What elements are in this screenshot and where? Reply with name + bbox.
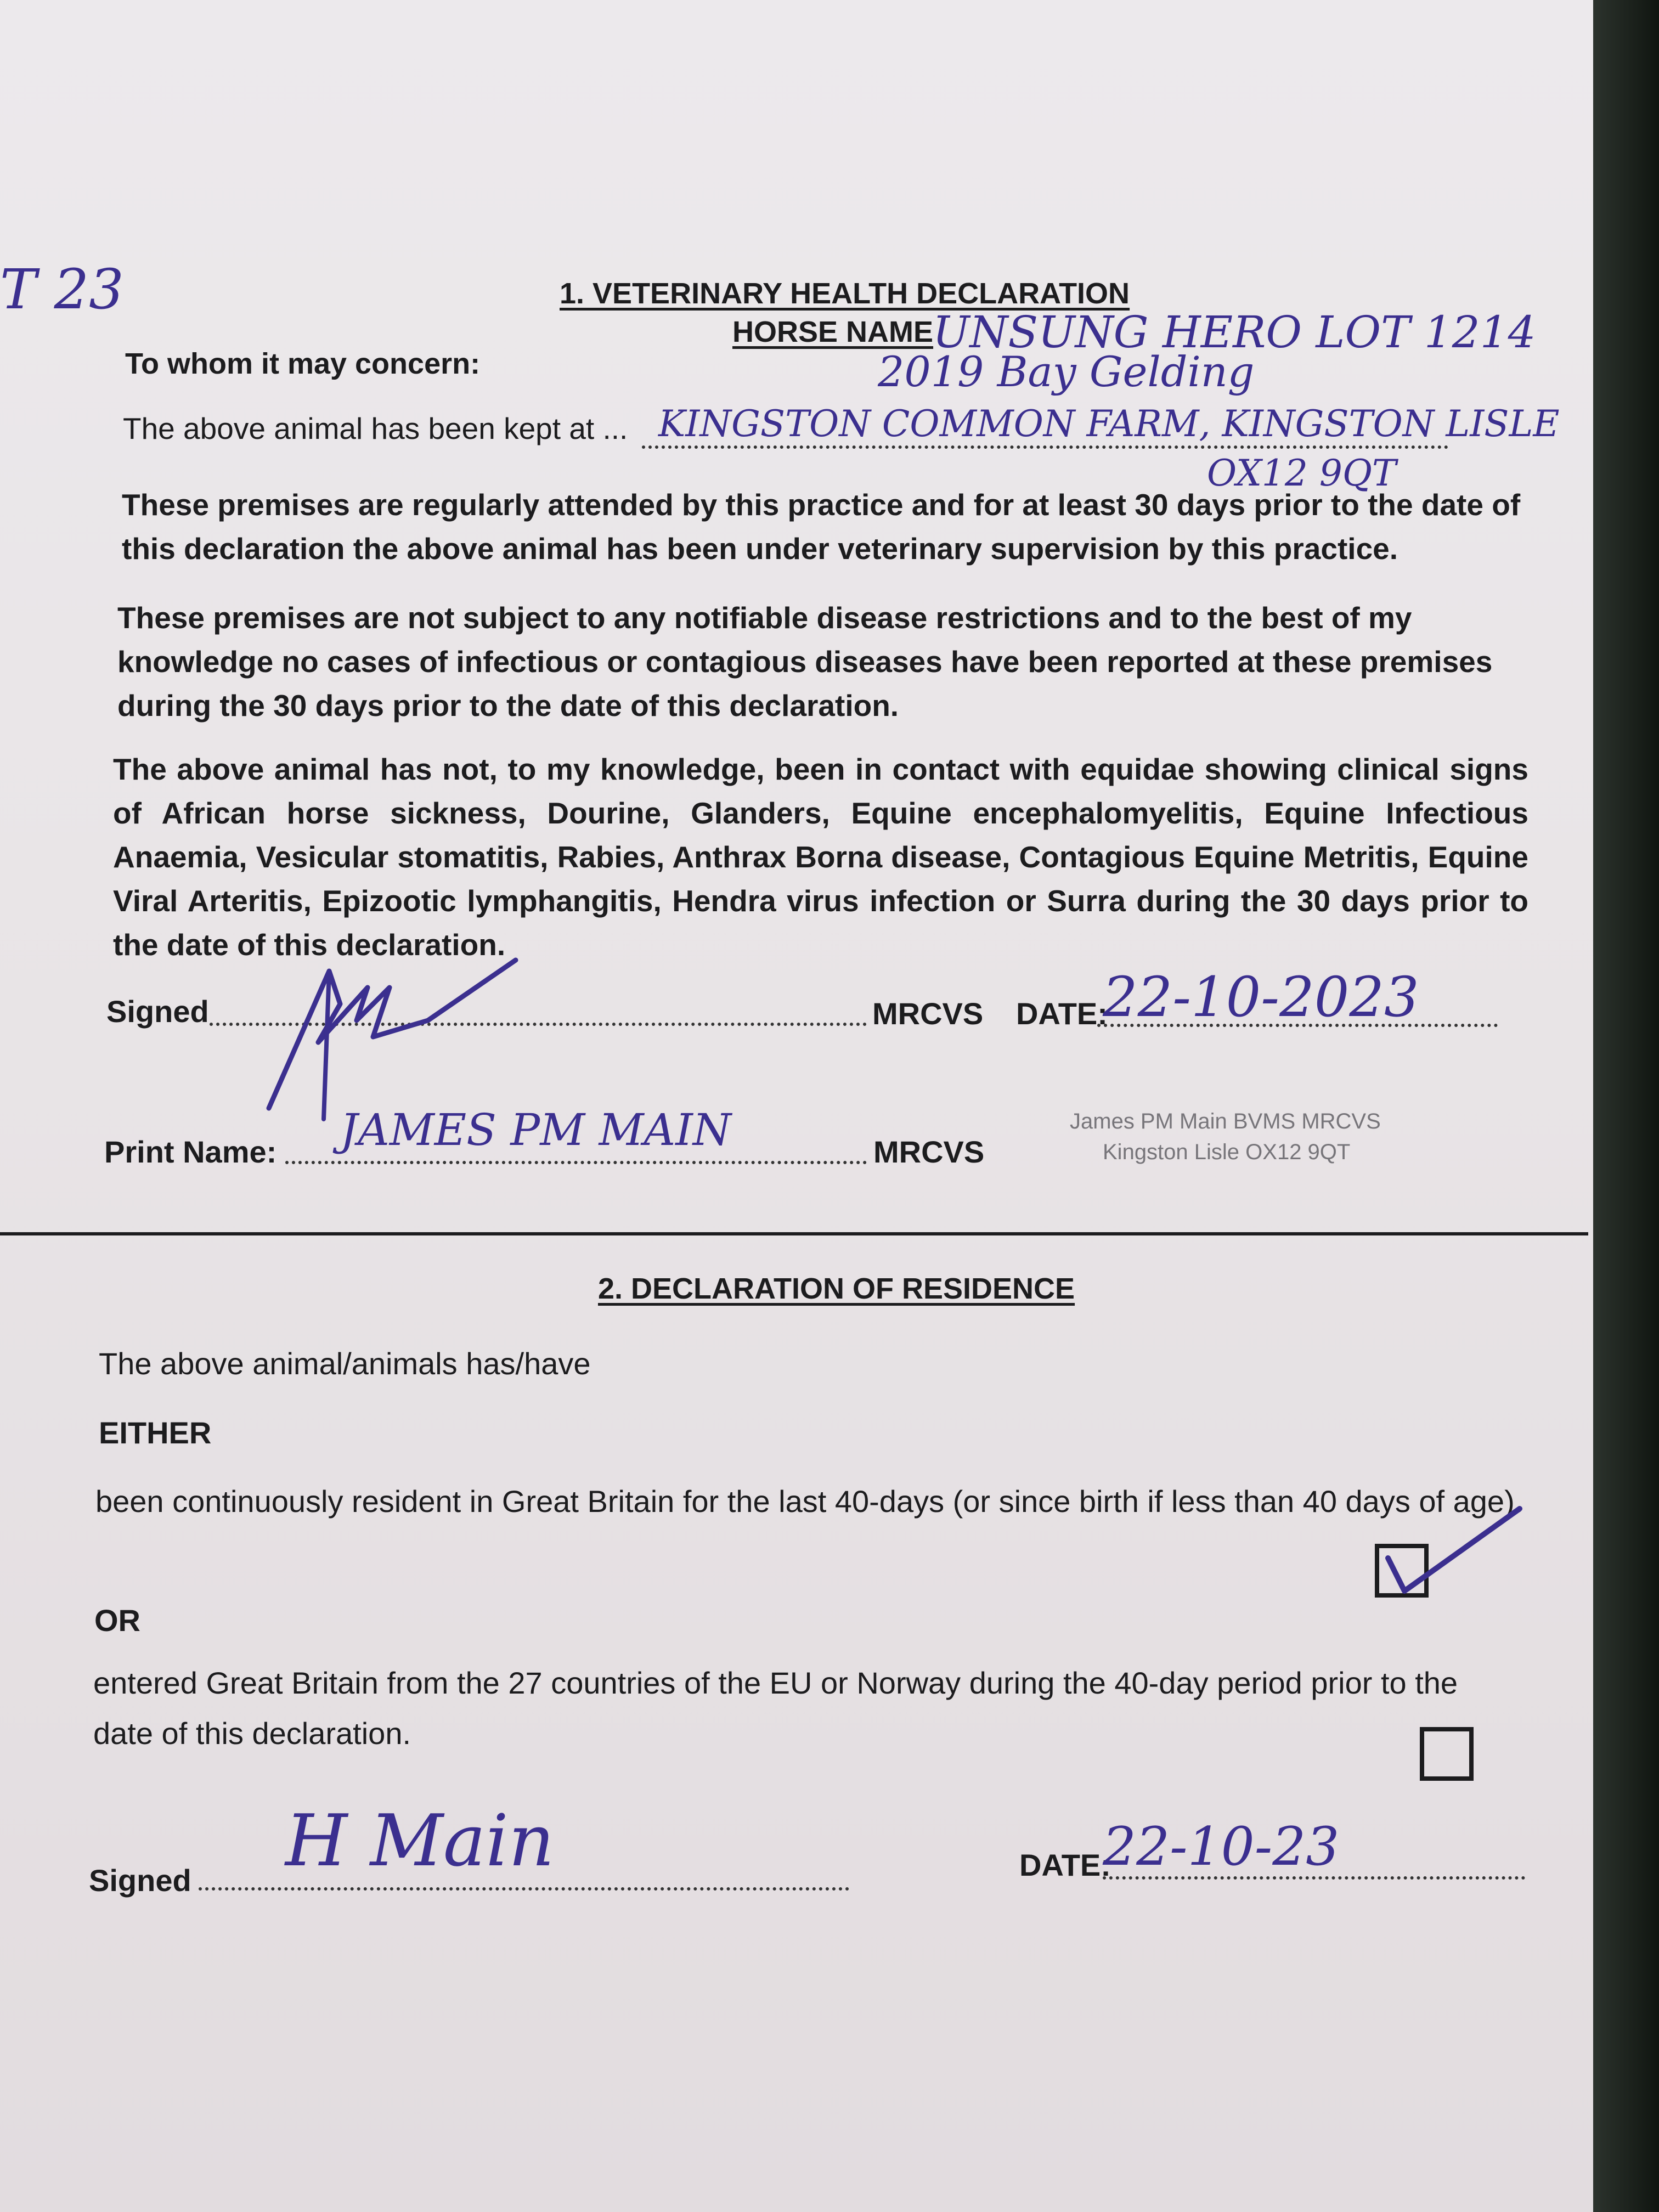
mrcvs-label: MRCVS [872,996,984,1031]
section2-date-label: DATE: [1019,1848,1111,1882]
section1-title: 1. VETERINARY HEALTH DECLARATION [560,277,1130,310]
practice-stamp-line1: James PM Main BVMS MRCVS [1070,1109,1381,1133]
paragraph-disease-contact: The above animal has not, to my knowledge, been in contact with equidae showing clinical signs of African horse sickness, Dourine, Glanders, Equine encephalomyelitis, Equine Infectious Anaemia, Vesicular stomatitis, Rabies, Anthrax Borna disease, Contagious Equine Metritis, Equine Viral Arteritis, Epizootic lymphangitis, Hendra virus infection or Surra during the 30 days prior to the date of this declaration. [113,752,1528,962]
vet-signature [258,938,532,1119]
to-whom-heading: To whom it may concern: [125,347,481,380]
horse-details: 2019 Bay Gelding [878,347,1255,396]
paragraph-supervision: These premises are regularly attended by this practice and for at least 30 days prior to the date of this declaration the above animal has been under veterinary supervision by this practice. [122,488,1521,566]
date-label: DATE: [1016,996,1108,1031]
postcode-value: OX12 9QT [1207,452,1397,494]
section2-title: 2. DECLARATION OF RESIDENCE [598,1272,1075,1305]
section2-signature: H Main [285,1799,555,1882]
signed-label: Signed [106,994,209,1029]
horse-name-label: HORSE NAME [732,315,934,348]
either-label: EITHER [99,1415,212,1450]
print-name-value: JAMES PM MAIN [340,1104,731,1155]
print-name-label: Print Name: [104,1135,277,1169]
corner-note: T 23 [0,257,124,321]
section2-signed-label: Signed [89,1863,191,1898]
section2-date-value: 22-10-23 [1103,1816,1340,1877]
print-name-dotted-line [285,1161,867,1164]
desk-background [1593,0,1659,2212]
date-value: 22-10-2023 [1103,965,1419,1029]
option1-tick-mark [1372,1498,1536,1607]
print-name-mrcvs-label: MRCVS [873,1135,985,1169]
practice-stamp-line2: Kingston Lisle OX12 9QT [1103,1140,1351,1164]
kept-at-label: The above animal has been kept at ... [123,411,628,445]
kept-at-value: KINGSTON COMMON FARM, KINGSTON LISLE [658,403,1560,445]
or-label: OR [94,1603,140,1638]
option1-text: been continuously resident in Great Britain for the last 40-days (or since birth if less than 40 days of age). [95,1484,1523,1519]
residence-intro: The above animal/animals has/have [99,1346,591,1381]
option2-checkbox[interactable] [1420,1727,1474,1781]
horse-name-value: UNSUNG HERO LOT 1214 [933,307,1536,358]
option2-text: entered Great Britain from the 27 countries of the EU or Norway during the 40-day period prior to the date of this declaration. [93,1666,1458,1751]
section-divider [0,1232,1588,1235]
paragraph-restrictions: These premises are not subject to any notifiable disease restrictions and to the best of my knowledge no cases of infectious or contagious diseases have been reported at these premises during the 30 days prior to the date of this declaration. [117,601,1493,723]
kept-at-dotted-line [642,445,1448,449]
section2-signed-dotted-line [199,1887,849,1891]
